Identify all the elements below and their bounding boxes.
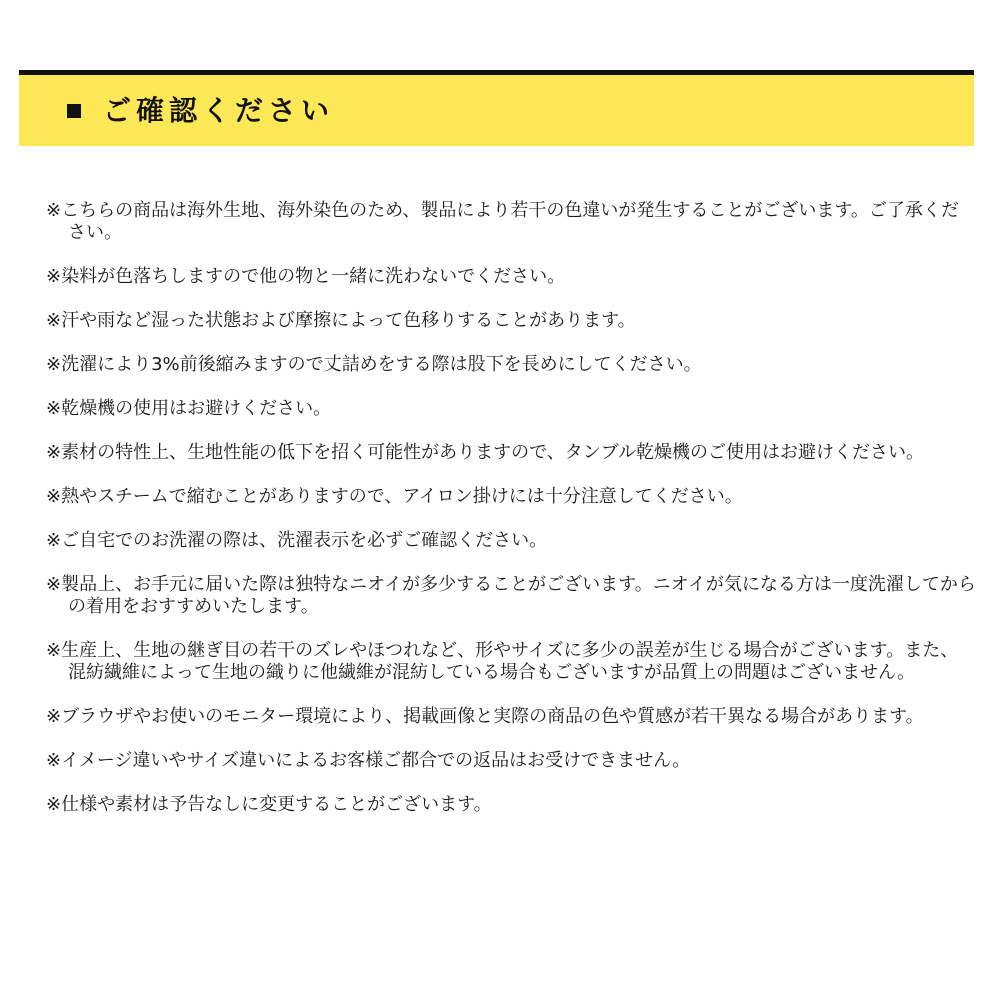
notice-item-10: ※生産上、生地の継ぎ目の若干のズレやほつれなど、形やサイズに多少の誤差が生じる場合がございます。また、混紡繊維によって生地の織りに他繊維が混紡している場合もございますが品質上の問題はございません。 (46, 640, 959, 683)
notice-item-11: ※ブラウザやお使いのモニター環境により、掲載画像と実際の商品の色や質感が若干異なる場合があります。 (46, 706, 924, 727)
notice-header (19, 70, 974, 146)
notice-item-7: ※熱やスチームで縮むことがありますので、アイロン掛けには十分注意してください。 (46, 486, 743, 507)
notice-item-8: ※ご自宅でのお洗濯の際は、洗濯表示を必ずご確認ください。 (46, 530, 548, 551)
notice-item-5: ※乾燥機の使用はお避けください。 (46, 398, 332, 419)
notice-item-9: ※製品上、お手元に届いた際は独特なニオイが多少することがございます。ニオイが気になる方は一度洗濯してからの着用をおすすめいたします。 (46, 574, 976, 617)
notice-item-3: ※汗や雨など湿った状態および摩擦によって色移りすることがあります。 (46, 310, 636, 331)
notice-item-2: ※染料が色落ちしますので他の物と一緒に洗わないでください。 (46, 266, 566, 287)
notice-item-13: ※仕様や素材は予告なしに変更することがございます。 (46, 794, 492, 815)
notice-item-12: ※イメージ違いやサイズ違いによるお客様ご都合での返品はお受けできません。 (46, 750, 691, 771)
notice-item-6: ※素材の特性上、生地性能の低下を招く可能性がありますので、タンブル乾燥機のご使用はお避けください。 (46, 442, 924, 463)
notice-item-4: ※洗濯により3%前後縮みますので丈詰めをする際は股下を長めにしてください。 (46, 354, 702, 375)
page-title: ご確認ください (103, 93, 335, 127)
notice-list (46, 200, 976, 838)
notice-item-1: ※こちらの商品は海外生地、海外染色のため、製品により若干の色違いが発生することがございます。ご了承ください。 (46, 200, 959, 243)
black-square-icon (67, 104, 81, 118)
